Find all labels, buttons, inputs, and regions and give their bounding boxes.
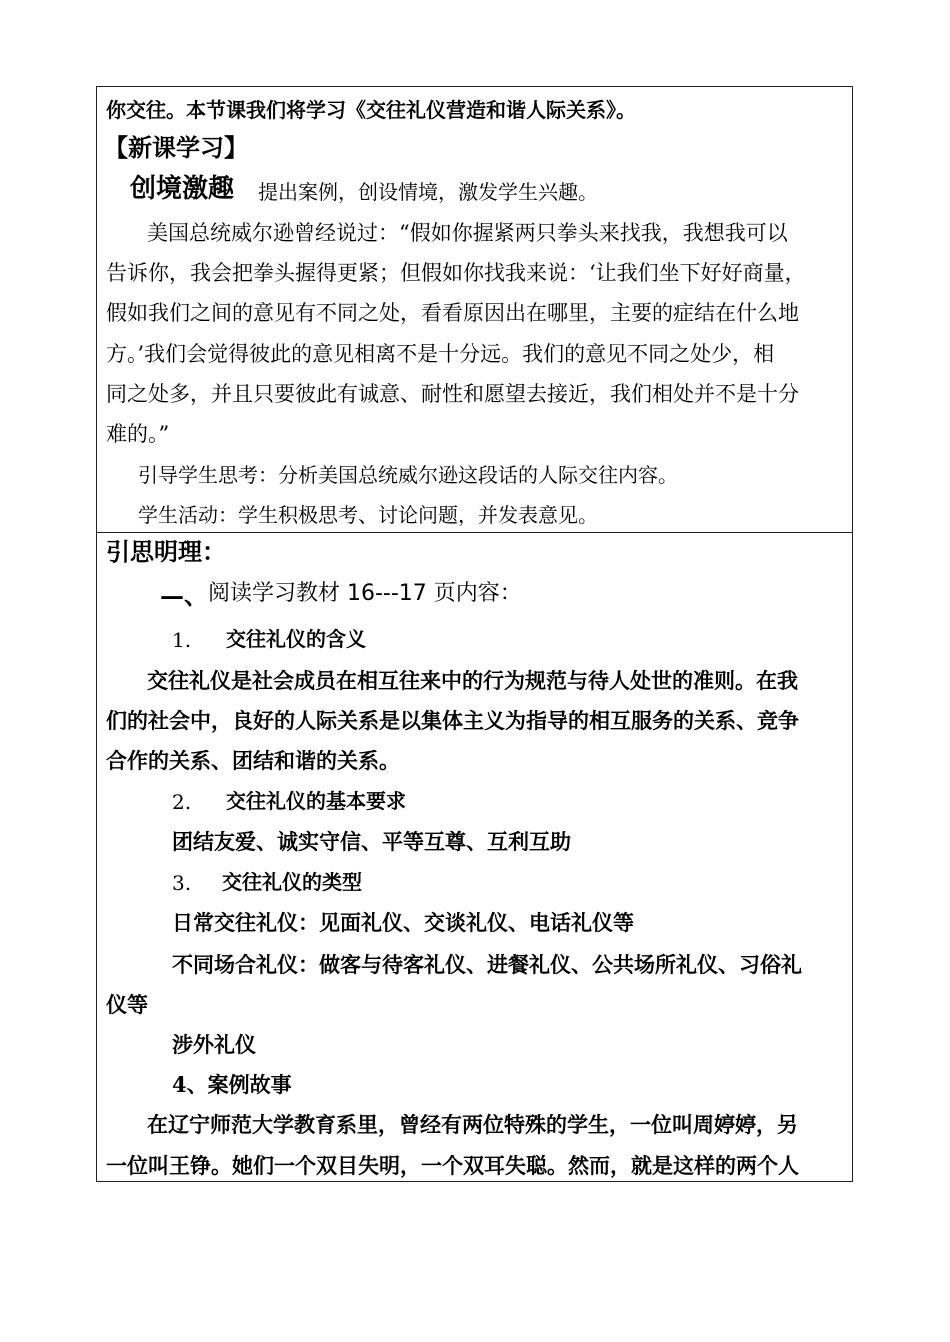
item-body: 合作的关系、团结和谐的关系。 xyxy=(106,748,400,773)
create-scene-desc: 提出案例，创设情境，激发学生兴趣。 xyxy=(258,180,598,204)
item-title: 交往礼仪的含义 xyxy=(226,627,366,651)
section-title: 引思明理： xyxy=(106,537,226,566)
item-number: 2. xyxy=(172,790,192,814)
item-body: 在辽宁师范大学教育系里，曾经有两位特殊的学生，一位叫周婷婷，另 xyxy=(147,1112,798,1137)
item-body: 仪等 xyxy=(106,992,148,1017)
item-title: 交往礼仪的类型 xyxy=(222,870,362,894)
guide-text: 引导学生思考：分析美国总统威尔逊这段话的人际交往内容。 xyxy=(138,463,678,487)
item-number: 1. xyxy=(172,628,192,652)
item-body: 不同场合礼仪：做客与待客礼仪、进餐礼仪、公共场所礼仪、习俗礼 xyxy=(172,952,802,977)
quote-line: 假如我们之间的意见有不同之处，看看原因出在哪里，主要的症结在什么地 xyxy=(106,301,799,325)
item-body: 团结友爱、诚实守信、平等互尊、互利互助 xyxy=(172,829,571,854)
quote-line: 美国总统威尔逊曾经说过：“假如你握紧两只拳头来找我，我想我可以 xyxy=(147,221,788,245)
item-body: 一位叫王铮。她们一个双目失明，一个双耳失聪。然而，就是这样的两个人 xyxy=(106,1153,799,1178)
item-title: 交往礼仪的基本要求 xyxy=(226,789,406,813)
create-scene-heading: 创境激趣 xyxy=(130,174,235,204)
table-row-divider xyxy=(96,532,853,533)
new-lesson-heading: 【新课学习】 xyxy=(104,133,248,162)
item-body: 涉外礼仪 xyxy=(172,1032,256,1057)
read-prefix: —、 xyxy=(160,581,208,610)
table-frame xyxy=(96,86,853,1182)
quote-line: 同之处多，并且只要彼此有诚意、耐性和愿望去接近，我们相处并不是十分 xyxy=(106,382,799,406)
item-body: 日常交往礼仪：见面礼仪、交谈礼仪、电话礼仪等 xyxy=(172,910,634,935)
item-title: 4、案例故事 xyxy=(172,1072,292,1097)
activity-text: 学生活动：学生积极思考、讨论问题，并发表意见。 xyxy=(138,503,598,527)
item-number: 3. xyxy=(172,871,192,895)
quote-line: 难的。” xyxy=(106,422,170,446)
item-body: 们的社会中，良好的人际关系是以集体主义为指导的相互服务的关系、竞争 xyxy=(106,708,799,733)
quote-line: 方。’我们会觉得彼此的意见相离不是十分远。我们的意见不同之处少，相 xyxy=(106,342,775,366)
item-body: 交往礼仪是社会成员在相互往来中的行为规范与待人处世的准则。在我 xyxy=(147,668,798,693)
quote-line: 告诉你，我会把拳头握得更紧；但假如你找我来说：‘让我们坐下好好商量， xyxy=(106,261,806,285)
intro-line: 你交往。本节课我们将学习《交往礼仪营造和谐人际关系》。 xyxy=(106,98,636,122)
read-instruction: 阅读学习教材 16---17 页内容： xyxy=(208,581,522,606)
